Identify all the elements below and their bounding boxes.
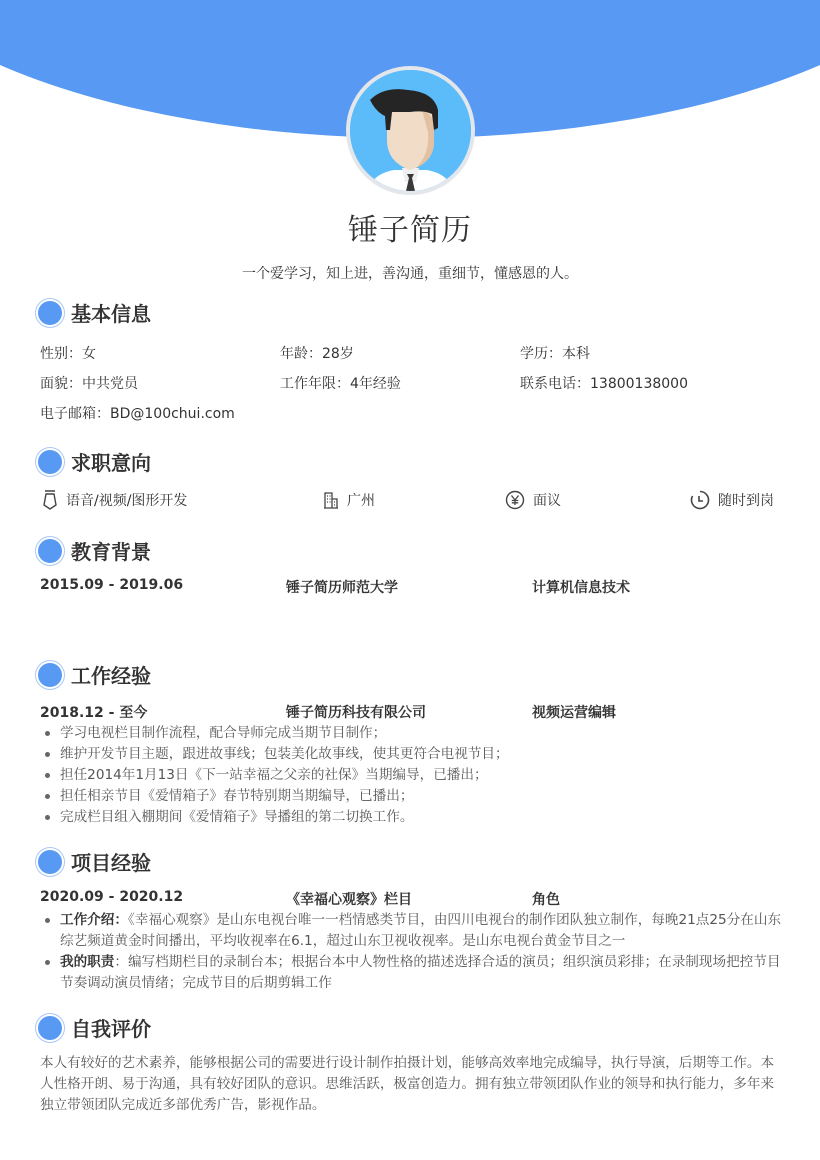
- section-bullet-icon: [38, 850, 62, 874]
- field-political-status: 面貌：中共党员: [40, 376, 138, 392]
- project-period: 2020.09 - 2020.12: [40, 889, 184, 905]
- section-title-text: 教育背景: [71, 540, 151, 564]
- field-work-years: 工作年限：4年经验: [280, 376, 401, 392]
- work-period: 2018.12 - 至今: [40, 705, 148, 721]
- field-phone: 联系电话：13800138000: [520, 376, 688, 392]
- section-title-text: 自我评价: [71, 1017, 151, 1041]
- self-evaluation-text: 本人有较好的艺术素养，能够根据公司的需要进行设计制作拍摄计划，能够高效率地完成编导，执行导演，后期等工作。本人性格开朗、易于沟通，具有较好团队的意识。思维活跃，极富创造力。拥有独立带领团队作业的领导和执行能力，多年来独立带领团队完成近多部优秀广告，影视作品。: [40, 1055, 775, 1113]
- profile-motto: 一个爱学习，知上进，善沟通，重细节，懂感恩的人。: [242, 266, 578, 282]
- section-bullet-icon: [38, 301, 62, 325]
- section-bullet-icon: [38, 539, 62, 563]
- section-self-evaluation: [38, 1013, 151, 1042]
- yen-icon: [505, 490, 525, 510]
- section-title-text: 工作经验: [71, 664, 151, 688]
- field-email: 电子邮箱：BD@100chui.com: [40, 406, 235, 422]
- work-duties-list: [40, 723, 785, 828]
- field-gender: 性别：女: [40, 346, 96, 362]
- tie-icon: [42, 490, 58, 510]
- intent-availability: [690, 490, 774, 510]
- avatar-man-icon: [350, 70, 471, 191]
- intent-salary: [505, 490, 561, 510]
- list-item: [40, 952, 785, 994]
- project-duty-text: ：编写档期栏目的录制台本；根据台本中人物性格的描述选择合适的演员；组织演员彩排；在录制现场把控节目节奏调动演员情绪；完成节目的后期剪辑工作: [60, 954, 781, 991]
- list-item: 担任相亲节目《爱情箱子》春节特别期当期编导，已播出；: [40, 786, 785, 807]
- section-title-text: 项目经验: [71, 851, 151, 875]
- project-intro-text: 《幸福心观察》是山东电视台唯一一档情感类节目，由四川电视台的制作团队独立制作，每晚21点25分在山东综艺频道黄金时间播出，平均收视率在6.1，超过山东卫视收视率。是山东电视台黄金节目之一: [60, 912, 782, 949]
- clock-icon: [690, 490, 710, 510]
- project-duty-label: 我的职责: [60, 954, 115, 970]
- project-details-list: [40, 910, 785, 994]
- project-role: 角色: [532, 892, 560, 908]
- field-age: 年龄：28岁: [280, 346, 354, 362]
- list-item: 学习电视栏目制作流程，配合导师完成当期节目制作；: [40, 723, 785, 744]
- section-bullet-icon: [38, 663, 62, 687]
- section-work-experience: [38, 660, 151, 689]
- building-icon: [323, 491, 339, 509]
- list-item: 完成栏目组入棚期间《爱情箱子》导播组的第二切换工作。: [40, 807, 785, 828]
- intent-salary-text: 面议: [533, 493, 561, 509]
- list-item: 维护开发节目主题，跟进故事线；包装美化故事线，使其更符合电视节目；: [40, 744, 785, 765]
- section-bullet-icon: [38, 450, 62, 474]
- project-intro-label: 工作介绍：: [60, 912, 128, 928]
- education-major: 计算机信息技术: [532, 580, 630, 596]
- intent-city-text: 广州: [347, 493, 375, 509]
- section-job-intent: [38, 447, 151, 476]
- work-company: 锤子简历科技有限公司: [286, 705, 426, 721]
- work-position: 视频运营编辑: [532, 705, 616, 721]
- section-title-text: 基本信息: [71, 302, 151, 326]
- section-title-text: 求职意向: [71, 451, 151, 475]
- project-name: 《幸福心观察》栏目: [286, 892, 412, 908]
- education-school: 锤子简历师范大学: [286, 580, 398, 596]
- section-education: [38, 536, 151, 565]
- section-basic-info: [38, 298, 151, 327]
- list-item: [40, 910, 785, 952]
- intent-position: [42, 490, 187, 510]
- intent-city: [323, 490, 375, 510]
- profile-name: 锤子简历: [348, 213, 472, 248]
- avatar: [346, 66, 475, 195]
- intent-position-text: 语音/视频/图形开发: [66, 493, 188, 509]
- list-item: 担任2014年1月13日《下一站幸福之父亲的社保》当期编导，已播出；: [40, 765, 785, 786]
- section-project-experience: [38, 847, 151, 876]
- intent-availability-text: 随时到岗: [718, 493, 774, 509]
- section-bullet-icon: [38, 1016, 62, 1040]
- field-education: 学历：本科: [520, 346, 590, 362]
- education-period: 2015.09 - 2019.06: [40, 577, 184, 593]
